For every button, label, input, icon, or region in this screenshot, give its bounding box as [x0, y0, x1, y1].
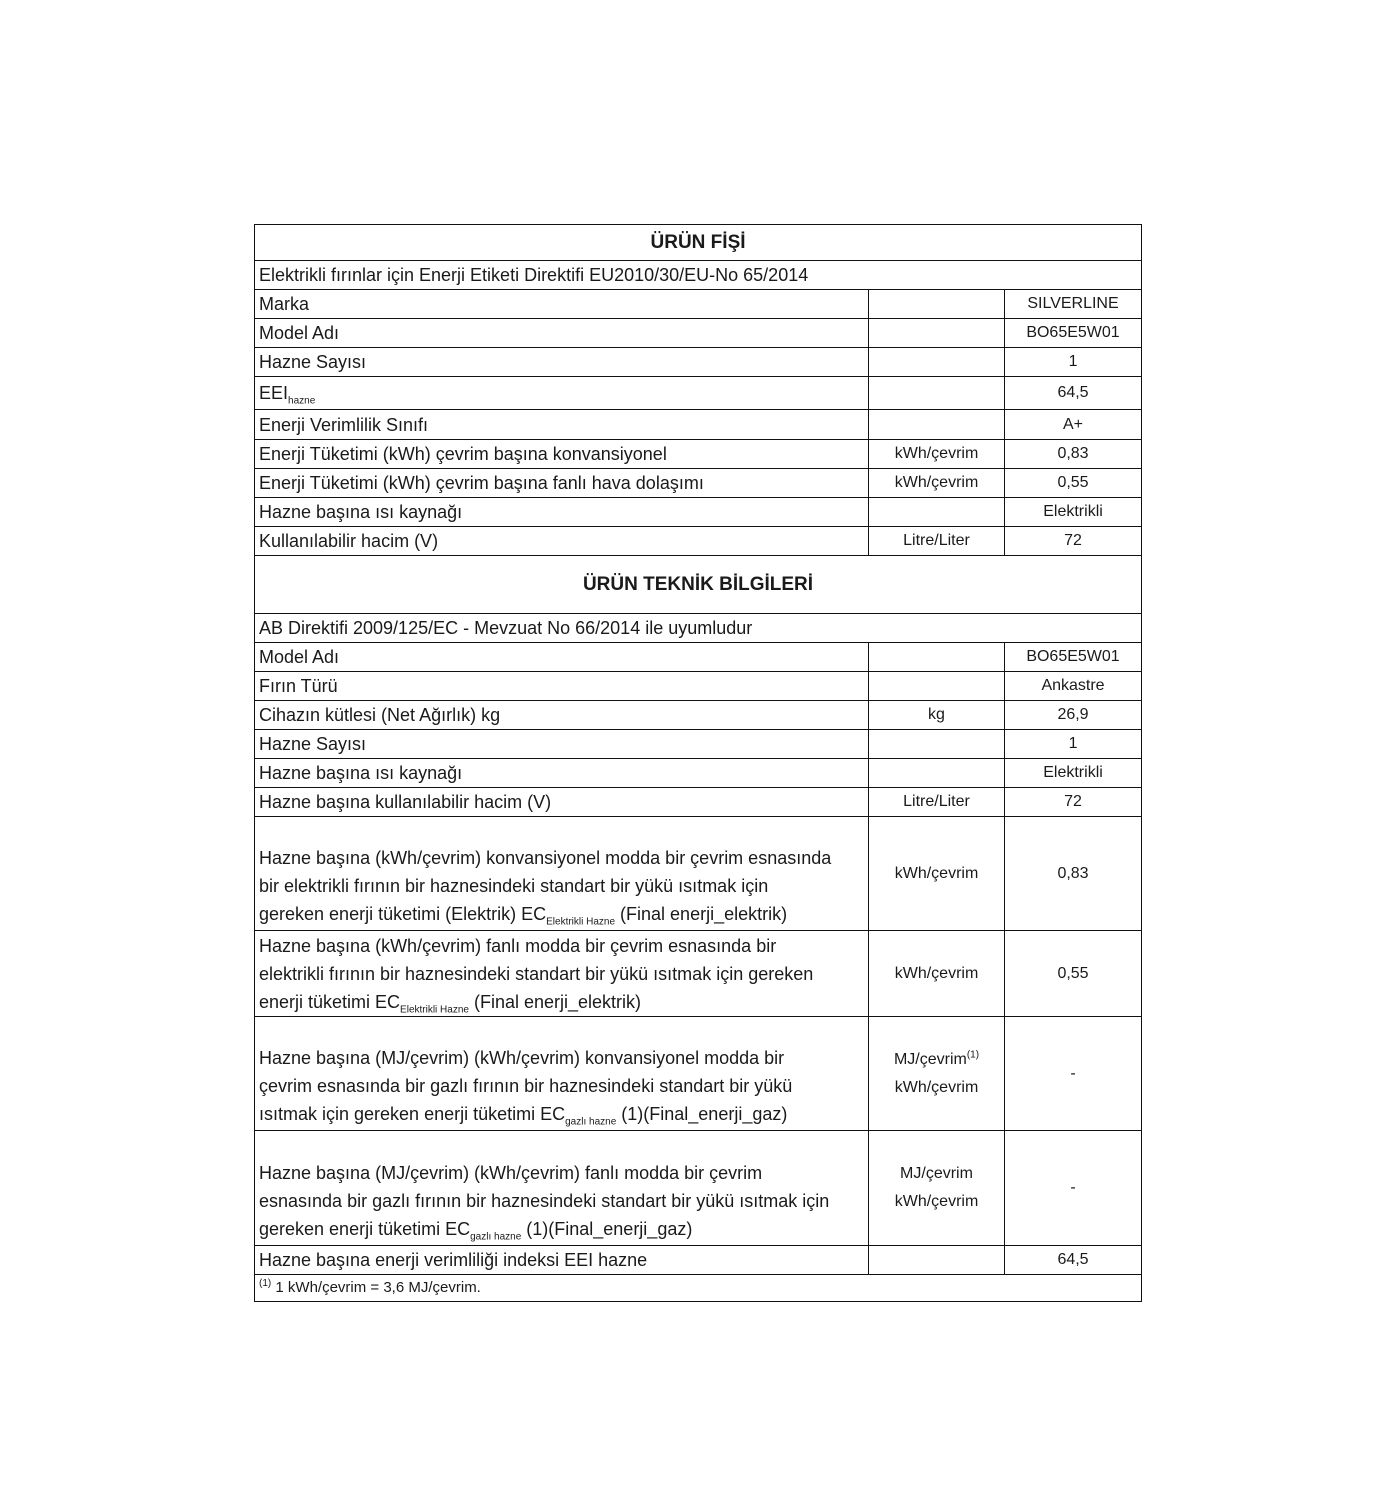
row-unit [869, 672, 1005, 701]
row-label: Cihazın kütlesi (Net Ağırlık) kg [255, 701, 869, 730]
long-row-text: (Final enerji_elektrik) [615, 904, 788, 924]
table-row [255, 377, 1142, 410]
row-value: 1 [1005, 730, 1142, 759]
row-unit [869, 319, 1005, 348]
row-label: Model Adı [255, 643, 869, 672]
long-row-value: - [1005, 1017, 1142, 1131]
table-row [255, 440, 1142, 469]
long-row-subscript: Elektrikli Hazne [546, 916, 616, 928]
table-row [255, 701, 1142, 730]
row-unit: kg [869, 701, 1005, 730]
row-label: Marka [255, 290, 869, 319]
row-label-eei [255, 377, 869, 410]
row-unit: kWh/çevrim [869, 440, 1005, 469]
long-row-line [259, 900, 864, 928]
row-unit: Litre/Liter [869, 527, 1005, 556]
long-row-line [259, 1215, 864, 1243]
row-label: Kullanılabilir hacim (V) [255, 527, 869, 556]
table-row [255, 469, 1142, 498]
row-unit [869, 410, 1005, 440]
row-value: SILVERLINE [1005, 290, 1142, 319]
row-label: Hazne Sayısı [255, 730, 869, 759]
row-label: Hazne başına enerji verimliliği indeksi EEI hazne [255, 1246, 869, 1275]
long-row-unit [869, 817, 1005, 931]
long-row-line [259, 1100, 864, 1128]
row-label: Enerji Tüketimi (kWh) çevrim başına konvansiyonel [255, 440, 869, 469]
row-value: 0,83 [1005, 440, 1142, 469]
long-row-unit [869, 931, 1005, 1017]
long-row-label [255, 817, 869, 931]
long-row-value: 0,55 [1005, 931, 1142, 1017]
long-row [255, 817, 1142, 931]
row-value: A+ [1005, 410, 1142, 440]
long-row-label [255, 931, 869, 1017]
unit-line: MJ/çevrim [900, 1165, 973, 1182]
row-value: Elektrikli [1005, 759, 1142, 788]
row-label: Hazne başına ısı kaynağı [255, 498, 869, 527]
row-unit [869, 730, 1005, 759]
row-value: 64,5 [1005, 377, 1142, 410]
table-row [255, 348, 1142, 377]
eei-subscript: hazne [288, 395, 316, 407]
long-row-text: (Final enerji_elektrik) [468, 991, 642, 1012]
long-row-text: ısıtmak için gereken enerji tüketimi EC [259, 1104, 566, 1124]
row-label: Hazne başına kullanılabilir hacim (V) [255, 788, 869, 817]
table-row [255, 730, 1142, 759]
long-row-line: Hazne başına (MJ/çevrim) (kWh/çevrim) konvansiyonel modda bir [259, 1048, 785, 1068]
unit-line: kWh/çevrim [894, 864, 979, 882]
row-label: Model Adı [255, 319, 869, 348]
table-row [255, 1246, 1142, 1275]
row-unit [869, 1246, 1005, 1275]
long-row-label [255, 1017, 869, 1131]
row-label: Hazne başına ısı kaynağı [255, 759, 869, 788]
row-label: Fırın Türü [255, 672, 869, 701]
row-unit [869, 759, 1005, 788]
long-row-line: Hazne başına (kWh/çevrim) konvansiyonel modda bir çevrim esnasında [259, 848, 832, 868]
section-title-teknik: ÜRÜN TEKNİK BİLGİLERİ [255, 556, 1142, 614]
long-row-unit [869, 1131, 1005, 1246]
table-row [255, 498, 1142, 527]
footnote [255, 1275, 1142, 1302]
section-title-row [255, 225, 1142, 261]
long-row-value: 0,83 [1005, 817, 1142, 931]
directive-text: Elektrikli fırınlar için Enerji Etiketi Direktifi EU2010/30/EU-No 65/2014 [255, 261, 1142, 290]
long-row-text: gereken enerji tüketimi (Elektrik) EC [259, 904, 547, 924]
long-row [255, 1131, 1142, 1246]
footnote-row [255, 1275, 1142, 1302]
directive-row [255, 261, 1142, 290]
row-value: 1 [1005, 348, 1142, 377]
row-label: Hazne Sayısı [255, 348, 869, 377]
row-label: Enerji Verimlilik Sınıfı [255, 410, 869, 440]
unit-text: MJ/çevrim [893, 1050, 967, 1068]
row-unit [869, 498, 1005, 527]
unit-line: kWh/çevrim [894, 964, 979, 982]
section-title-row [255, 556, 1142, 614]
directive-text: AB Direktifi 2009/125/EC - Mevzuat No 66/2014 ile uyumludur [255, 614, 1142, 643]
row-unit: Litre/Liter [869, 788, 1005, 817]
row-value: 0,55 [1005, 469, 1142, 498]
table-row [255, 643, 1142, 672]
product-sheet [254, 224, 1141, 1302]
eei-label: EEI [259, 383, 289, 403]
long-row-unit [869, 1017, 1005, 1131]
long-row-text: (1)(Final_enerji_gaz) [616, 1104, 788, 1124]
long-row [255, 1017, 1142, 1131]
row-label: Enerji Tüketimi (kWh) çevrim başına fanlı hava dolaşımı [255, 469, 869, 498]
long-row-line: çevrim esnasında bir gazlı fırının bir haznesindeki standart bir yükü [259, 1076, 793, 1096]
long-row-subscript: Elektrikli Hazne [400, 1004, 469, 1016]
long-row-line: bir elektrikli fırının bir haznesindeki standart bir yükü ısıtmak için [259, 876, 769, 896]
long-row-text: gereken enerji tüketimi EC [259, 1219, 471, 1239]
row-value: BO65E5W01 [1005, 319, 1142, 348]
row-unit [869, 290, 1005, 319]
long-row-label [255, 1131, 869, 1246]
unit-line: kWh/çevrim [894, 1193, 979, 1210]
row-unit: kWh/çevrim [869, 469, 1005, 498]
long-row [255, 931, 1142, 1017]
table-row [255, 319, 1142, 348]
footnote-text: 1 kWh/çevrim = 3,6 MJ/çevrim. [271, 1279, 481, 1296]
long-row-text: enerji tüketimi EC [259, 991, 401, 1012]
unit-line [873, 1046, 1000, 1074]
row-unit [869, 643, 1005, 672]
long-row-line: esnasında bir gazlı fırının bir haznesindeki standart bir yükü ısıtmak için [259, 1191, 830, 1211]
long-row-line: Hazne başına (kWh/çevrim) fanlı modda bir çevrim esnasında bir [259, 935, 777, 956]
row-unit [869, 377, 1005, 410]
table-row [255, 290, 1142, 319]
row-value: BO65E5W01 [1005, 643, 1142, 672]
unit-line: kWh/çevrim [894, 1078, 979, 1096]
long-row-line: Hazne başına (MJ/çevrim) (kWh/çevrim) fanlı modda bir çevrim [259, 1163, 763, 1183]
product-table [254, 224, 1142, 1302]
unit-superscript: (1) [966, 1049, 980, 1061]
row-value: 72 [1005, 788, 1142, 817]
long-row-subscript: gazlı hazne [470, 1231, 522, 1243]
table-row [255, 788, 1142, 817]
row-value: Ankastre [1005, 672, 1142, 701]
table-row [255, 672, 1142, 701]
table-row [255, 410, 1142, 440]
row-unit [869, 348, 1005, 377]
footnote-superscript: (1) [259, 1278, 272, 1289]
table-row [255, 527, 1142, 556]
row-value: 26,9 [1005, 701, 1142, 730]
row-value: 72 [1005, 527, 1142, 556]
section-title-urun-fisi: ÜRÜN FİŞİ [255, 225, 1142, 261]
row-value: 64,5 [1005, 1246, 1142, 1275]
long-row-text: (1)(Final_enerji_gaz) [521, 1219, 693, 1239]
long-row-line: elektrikli fırının bir haznesindeki standart bir yükü ısıtmak için gereken [259, 963, 814, 984]
table-row [255, 759, 1142, 788]
row-value: Elektrikli [1005, 498, 1142, 527]
long-row-value: - [1005, 1131, 1142, 1246]
long-row-line [259, 988, 864, 1016]
long-row-subscript: gazlı hazne [565, 1116, 617, 1128]
directive-row [255, 614, 1142, 643]
